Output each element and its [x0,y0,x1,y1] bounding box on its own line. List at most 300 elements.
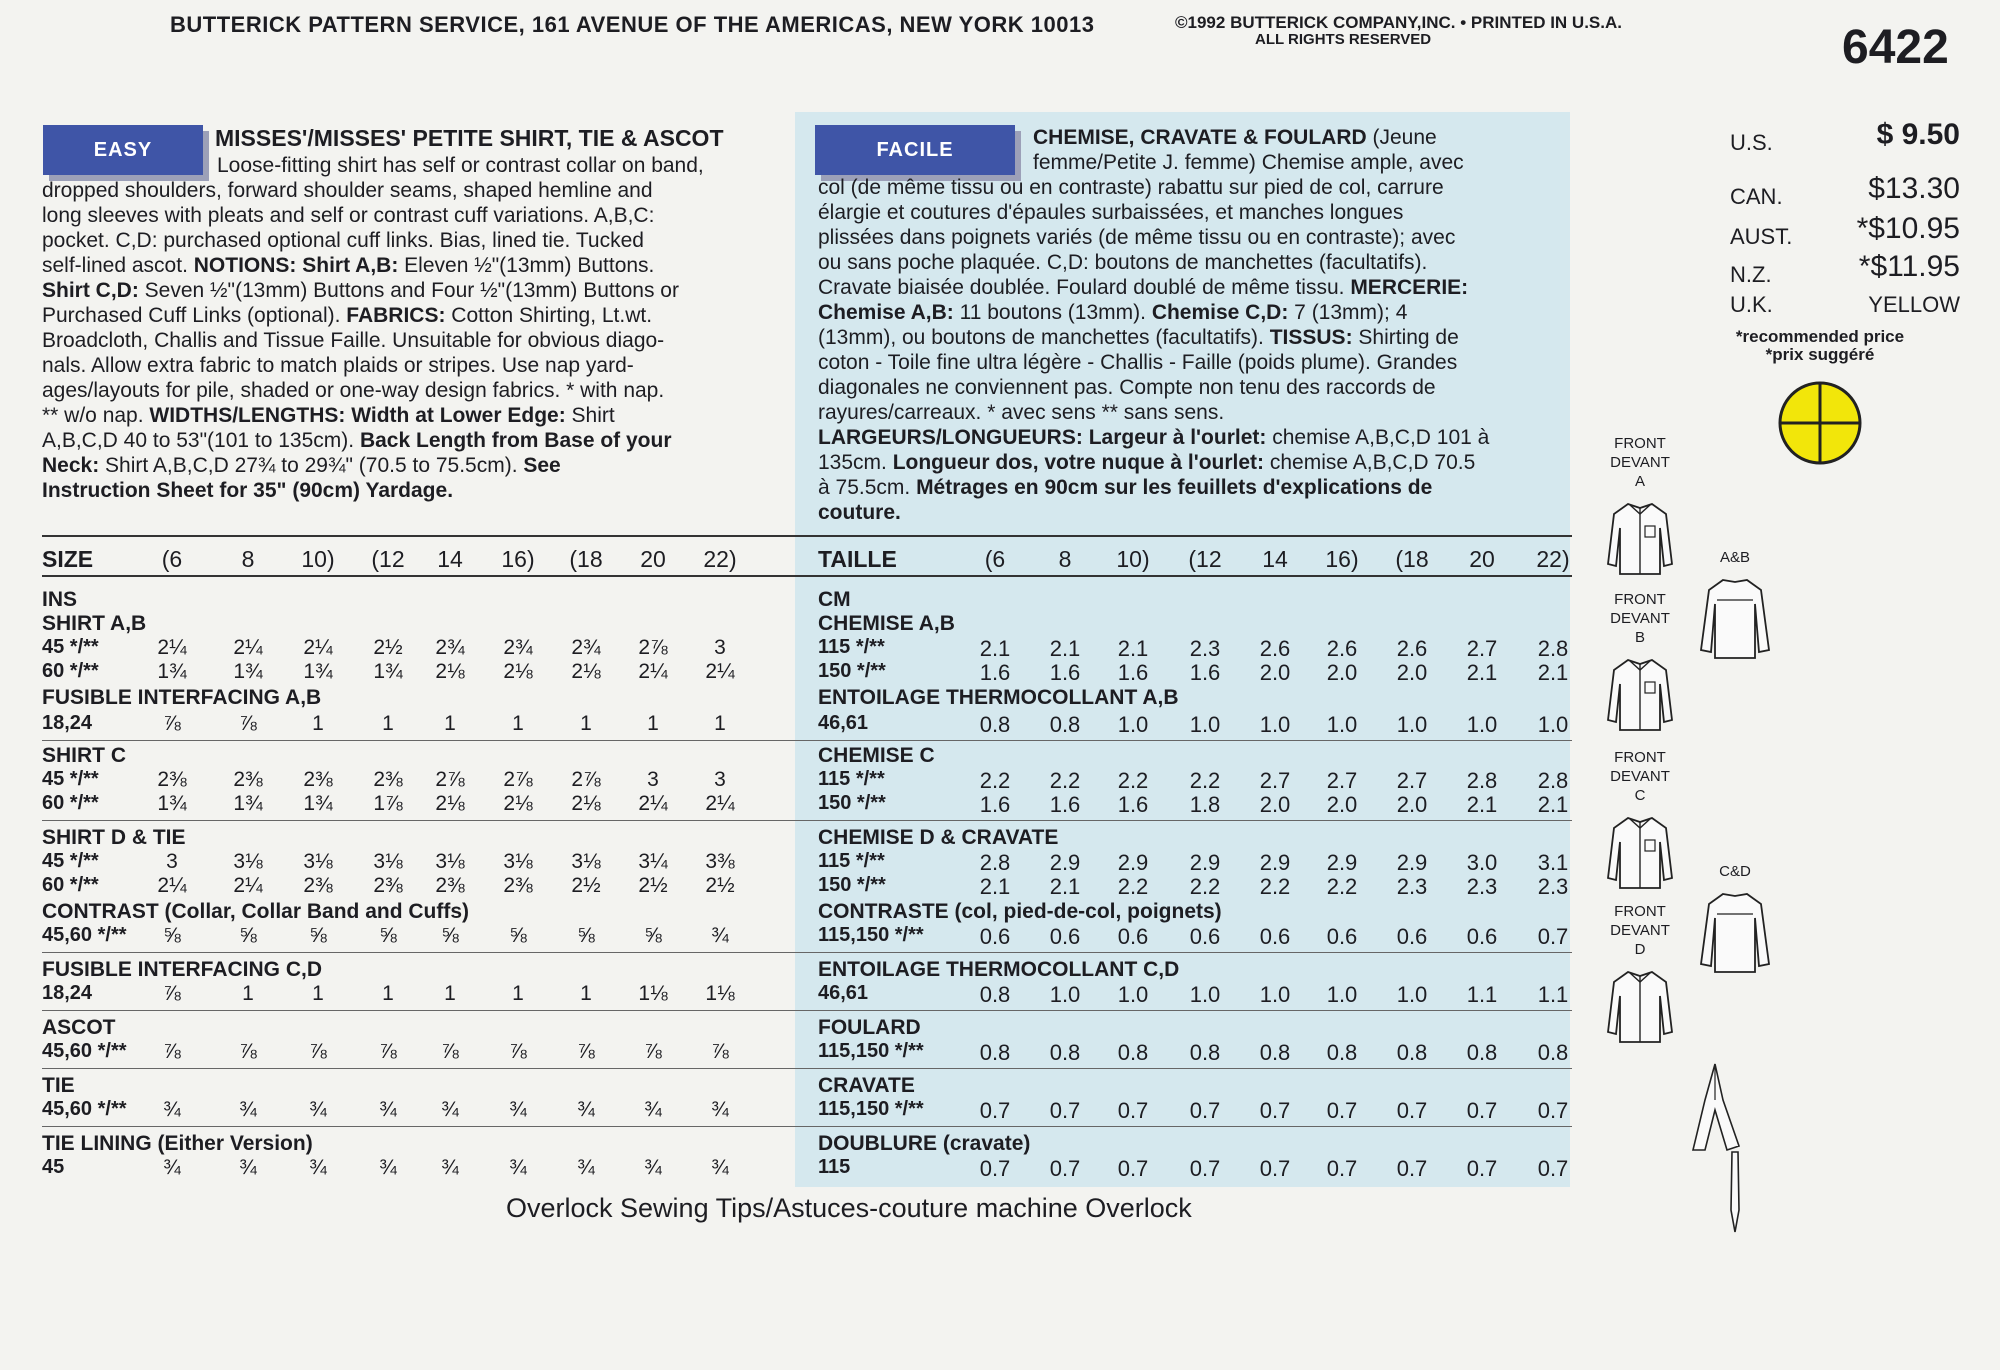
table-cell-ins: 3⅛ [435,850,465,873]
table-cell-cm: 1.0 [1326,712,1358,737]
table-cell-ins: 3 [714,636,726,659]
table-cell-cm: 2.9 [1326,850,1358,875]
table-cell-ins: 3¼ [638,850,668,873]
table-cell-cm: 2.1 [1049,636,1081,661]
table-cell-cm: 0.8 [1117,1040,1149,1065]
row-separator [42,1126,1572,1127]
table-cell-cm: 0.7 [1396,1156,1428,1181]
table-cell-ins: ¾ [163,1098,181,1121]
table-cell-ins: 2¾ [435,636,465,659]
table-cell-ins: ⅞ [577,1040,595,1063]
table-cell-cm: 0.6 [1466,924,1498,949]
table-cell-ins: 2⅜ [373,874,403,897]
table-cell-cm: 1.0 [1326,982,1358,1007]
taille-header: (12 [1188,546,1222,572]
table-cell-cm: 1.0 [1049,982,1081,1007]
view-label-line: B [1634,629,1645,646]
table-cell-ins: 2⅜ [435,874,465,897]
table-cell-ins: ¾ [577,1098,595,1121]
table-cell-cm: 2.3 [1466,874,1498,899]
row-section-label-fr: CRAVATE [818,1074,915,1097]
table-cell-ins: 2⅞ [503,768,533,791]
overlock-tip: Overlock Sewing Tips/Astuces-couture machine Overlock [506,1193,1192,1223]
table-cell-cm: 2.0 [1396,660,1428,685]
price-note-fr: *prix suggéré [1765,345,1875,364]
table-cell-ins: ⅝ [441,924,459,947]
english-line: Instruction Sheet for 35" (90cm) Yardage. [42,479,454,502]
row-separator [42,1068,1572,1069]
table-cell-ins: 2¼ [638,792,668,815]
table-cell-ins: 2½ [705,874,735,897]
table-cell-ins: ⅝ [379,924,397,947]
table-cell-cm: 0.8 [1326,1040,1358,1065]
table-cell-ins: 1⅞ [373,792,403,815]
table-cell-ins: ¾ [309,1156,327,1179]
english-line: Purchased Cuff Links (optional). FABRICS: Cotton Shirting, Lt.wt. [42,304,653,327]
table-cell-ins: ⅞ [309,1040,327,1063]
row-width-label-fr: 46,61 [818,712,869,734]
table-cell-ins: 1 [647,712,659,735]
row-section-label: CONTRAST (Collar, Collar Band and Cuffs) [42,900,470,923]
english-line: Loose-fitting shirt has self or contrast collar on band, [217,154,704,177]
table-cell-cm: 0.8 [1396,1040,1428,1065]
table-cell-ins: 3⅜ [705,850,735,873]
english-line: Broadcloth, Challis and Tissue Faille. Unsuitable for obvious diago- [42,329,665,352]
table-cell-ins: 2⅛ [571,792,601,815]
front-view-shirt-icon [1600,498,1680,578]
table-cell-ins: 1 [580,712,592,735]
table-cell-cm: 0.8 [1049,1040,1081,1065]
size-header: 14 [437,546,463,572]
table-cell-ins: 3 [166,850,178,873]
row-width-label-fr: 115,150 */** [818,1040,924,1062]
table-cell-cm: 2.2 [1189,768,1221,793]
price-value: *$11.95 [1858,250,1960,283]
table-top-rule [42,535,1572,537]
table-cell-cm: 1.0 [1396,982,1428,1007]
table-cell-ins: 2¾ [503,636,533,659]
table-cell-ins: ¾ [711,1098,729,1121]
table-cell-cm: 2.1 [1466,660,1498,685]
table-cell-ins: 1 [580,982,592,1005]
table-cell-cm: 1.0 [1537,712,1569,737]
table-cell-ins: 3⅛ [373,850,403,873]
table-cell-ins: ¾ [509,1098,527,1121]
table-cell-cm: 2.1 [1049,874,1081,899]
table-cell-ins: 2⅜ [157,768,187,791]
table-cell-cm: 0.6 [1326,924,1358,949]
table-cell-ins: 2⅛ [435,660,465,683]
table-cell-ins: 1¾ [157,792,187,815]
table-cell-cm: 0.7 [1326,1098,1358,1123]
row-section-label-fr: CHEMISE C [818,744,935,767]
taille-header: (18 [1395,546,1429,572]
table-cell-cm: 1.6 [1117,660,1149,685]
table-cell-ins: 1¾ [157,660,187,683]
row-section-label: SHIRT C [42,744,126,767]
french-line: élargie et coutures d'épaules surbaissées, et manches longues [818,201,1404,224]
table-cell-ins: 1¾ [373,660,403,683]
size-header: 16) [501,546,535,572]
french-line: col (de même tissu ou en contraste) rabattu sur pied de col, carrure [818,176,1444,199]
table-cell-cm: 0.8 [1537,1040,1569,1065]
taille-header: 22) [1536,546,1570,572]
table-cell-ins: 2¼ [157,636,187,659]
table-cell-cm: 0.6 [1117,924,1149,949]
row-width-label: 45 [42,1156,65,1178]
table-cell-cm: 1.1 [1537,982,1569,1007]
table-cell-ins: ⅞ [163,1040,181,1063]
view-label-line: FRONT [1614,903,1666,920]
table-cell-cm: 0.7 [1189,1098,1221,1123]
table-cell-cm: 0.6 [1049,924,1081,949]
table-cell-cm: 2.2 [979,768,1011,793]
table-cell-ins: 1⅛ [638,982,668,1005]
table-cell-ins: 2¼ [638,660,668,683]
english-line: ages/layouts for pile, shaded or one-way design fabrics. * with nap. [42,379,665,402]
english-line: dropped shoulders, forward shoulder seams, shaped hemline and [42,179,653,202]
row-separator [42,820,1572,821]
table-cell-ins: ¾ [711,924,729,947]
table-cell-cm: 3.1 [1537,850,1569,875]
price-note-en: *recommended price [1735,327,1905,346]
table-cell-cm: 1.0 [1189,712,1221,737]
table-cell-cm: 1.0 [1396,712,1428,737]
row-section-label-fr: DOUBLURE (cravate) [818,1132,1031,1155]
table-cell-cm: 0.7 [979,1156,1011,1181]
table-cell-ins: ¾ [644,1098,662,1121]
size-header: 20 [640,546,666,572]
price-notes [1720,328,1920,364]
view-label [1605,748,1675,805]
row-width-label: 60 */** [42,792,99,814]
table-cell-cm: 0.8 [979,982,1011,1007]
yellow-uk-dot-icon [1775,378,1865,468]
table-cell-cm: 2.2 [1326,874,1358,899]
row-width-label: 18,24 [42,712,93,734]
table-cell-ins: 2⅜ [503,874,533,897]
table-cell-cm: 1.1 [1466,982,1498,1007]
table-cell-cm: 1.0 [1117,982,1149,1007]
row-section-label-fr: CHEMISE A,B [818,612,955,635]
french-line: à 75.5cm. Métrages en 90cm sur les feuillets d'explications de [818,476,1433,499]
table-cell-cm: 2.1 [1117,636,1149,661]
french-line: Chemise A,B: 11 boutons (13mm). Chemise C,D: 7 (13mm); 4 [818,301,1408,324]
table-cell-cm: 2.7 [1326,768,1358,793]
table-cell-ins: 1 [382,982,394,1005]
row-width-label-fr: 46,61 [818,982,869,1004]
view-label-line: FRONT [1614,591,1666,608]
table-cell-cm: 1.6 [1117,792,1149,817]
row-width-label-fr: 150 */** [818,874,886,896]
table-cell-ins: 3⅛ [571,850,601,873]
table-cell-cm: 2.0 [1259,660,1291,685]
french-line: CHEMISE, CRAVATE & FOULARD (Jeune [1033,126,1437,149]
table-cell-ins: 1 [312,712,324,735]
row-width-label: 45 */** [42,636,99,658]
view-label [1605,902,1675,959]
table-cell-cm: 2.0 [1326,660,1358,685]
table-cell-ins: 2⅛ [503,660,533,683]
table-cell-cm: 0.8 [979,712,1011,737]
french-line: (13mm), ou boutons de manchettes (facultatifs). TISSUS: Shirting de [818,326,1459,349]
view-label-line: A [1634,473,1645,490]
view-label-line: D [1634,941,1646,958]
table-cell-cm: 0.7 [1189,1156,1221,1181]
table-cell-cm: 2.1 [1466,792,1498,817]
table-cell-cm: 1.6 [1049,792,1081,817]
table-cell-ins: 2⅛ [571,660,601,683]
table-header-rule [42,575,1572,577]
row-section-label: FUSIBLE INTERFACING C,D [42,958,323,981]
size-header: 22) [703,546,737,572]
table-cell-cm: 2.1 [1537,660,1569,685]
ascot-icon [1675,1060,1755,1155]
row-width-label-fr: 115 */** [818,636,885,658]
table-cell-cm: 1.6 [979,660,1011,685]
table-cell-cm: 2.3 [1537,874,1569,899]
table-cell-cm: 2.1 [1537,792,1569,817]
row-width-label: 60 */** [42,660,99,682]
table-cell-ins: ⅞ [711,1040,729,1063]
table-cell-cm: 2.3 [1396,874,1428,899]
table-cell-cm: 2.7 [1259,768,1291,793]
english-line: long sleeves with pleats and self or contrast cuff variations. A,B,C: [42,204,655,227]
table-cell-ins: ⅞ [509,1040,527,1063]
taille-header: 20 [1469,546,1495,572]
row-section-label: SHIRT D & TIE [42,826,186,849]
table-cell-ins: 1¾ [303,660,333,683]
table-cell-ins: 2¼ [233,874,263,897]
table-cell-ins: 2⅜ [373,768,403,791]
table-cell-ins: 3⅛ [303,850,333,873]
table-cell-cm: 2.2 [1049,768,1081,793]
table-cell-ins: ⅝ [239,924,257,947]
publisher-address: BUTTERICK PATTERN SERVICE, 161 AVENUE OF THE AMERICAS, NEW YORK 10013 [170,12,1095,37]
table-cell-ins: 1¾ [233,792,263,815]
table-cell-ins: 3⅛ [503,850,533,873]
table-cell-cm: 2.2 [1117,874,1149,899]
view-label-line: DEVANT [1610,610,1670,627]
price-value: $ 9.50 [1876,118,1960,151]
table-cell-cm: 3.0 [1466,850,1498,875]
french-line: 135cm. Longueur dos, votre nuque à l'ourlet: chemise A,B,C,D 70.5 [818,451,1476,474]
table-cell-cm: 0.7 [1259,1156,1291,1181]
row-width-label-fr: 115,150 */** [818,1098,924,1120]
back-view-label: A&B [1719,549,1750,566]
table-cell-cm: 2.6 [1396,636,1428,661]
table-cell-cm: 2.7 [1396,768,1428,793]
table-cell-cm: 2.8 [1537,768,1569,793]
table-cell-ins: ⅞ [239,1040,257,1063]
table-cell-cm: 0.6 [979,924,1011,949]
size-header: (6 [161,546,183,572]
table-cell-ins: ¾ [379,1156,397,1179]
back-view-shirt-icon [1695,574,1775,664]
table-cell-ins: 1 [242,982,254,1005]
table-cell-cm: 2.0 [1259,792,1291,817]
row-width-label-fr: 150 */** [818,792,886,814]
table-cell-cm: 0.6 [1259,924,1291,949]
table-cell-cm: 2.6 [1326,636,1358,661]
table-cell-cm: 2.3 [1189,636,1221,661]
table-cell-ins: ⅝ [309,924,327,947]
table-cell-cm: 0.7 [1117,1098,1149,1123]
table-cell-ins: 1 [444,982,456,1005]
table-cell-ins: 2⅜ [303,874,333,897]
english-line: self-lined ascot. NOTIONS: Shirt A,B: Eleven ½"(13mm) Buttons. [42,254,655,277]
table-cell-ins: 2⅛ [435,792,465,815]
front-view-shirt-icon [1600,966,1680,1046]
table-cell-ins: ¾ [379,1098,397,1121]
table-cell-ins: 2⅜ [303,768,333,791]
easy-badge: EASY [43,125,203,175]
row-section-label: FUSIBLE INTERFACING A,B [42,686,322,709]
copyright-notice [1175,14,1622,48]
table-cell-ins: ¾ [711,1156,729,1179]
table-cell-ins: 2½ [638,874,668,897]
table-cell-cm: 0.7 [1537,1156,1569,1181]
english-line: ** w/o nap. WIDTHS/LENGTHS: Width at Lower Edge: Shirt [42,404,615,427]
size-column-label: SIZE [42,546,94,572]
row-width-label: 45 */** [42,850,99,872]
table-cell-ins: ⅞ [239,712,257,735]
price-region-label: U.K. [1730,292,1773,317]
row-width-label: 45,60 */** [42,1098,127,1120]
french-description [818,125,1568,525]
table-cell-cm: 2.8 [979,850,1011,875]
table-cell-cm: 0.7 [1537,924,1569,949]
table-cell-ins: ¾ [309,1098,327,1121]
table-cell-cm: 2.8 [1466,768,1498,793]
table-cell-ins: ¾ [577,1156,595,1179]
taille-header: 14 [1262,546,1288,572]
table-cell-cm: 1.6 [979,792,1011,817]
tie-icon [1715,1150,1755,1235]
french-line: coton - Toile fine ultra légère - Challis - Faille (poids plume). Grandes [818,351,1458,374]
table-cell-cm: 0.7 [1049,1156,1081,1181]
table-cell-ins: 3⅛ [233,850,263,873]
table-cell-cm: 1.0 [1466,712,1498,737]
table-cell-cm: 2.9 [1117,850,1149,875]
row-section-label: SHIRT A,B [42,612,147,635]
table-cell-cm: 0.7 [1117,1156,1149,1181]
table-cell-cm: 1.6 [1049,660,1081,685]
view-label-line: FRONT [1614,435,1666,452]
row-separator [42,1010,1572,1011]
taille-header: 10) [1116,546,1150,572]
table-cell-cm: 1.6 [1189,660,1221,685]
price-value: $13.30 [1868,172,1960,205]
size-header: 10) [301,546,335,572]
row-width-label-fr: 150 */** [818,660,886,682]
table-cell-cm: 2.1 [979,874,1011,899]
english-line: A,B,C,D 40 to 53"(101 to 135cm). Back Length from Base of your [42,429,672,452]
table-cell-ins: 2¼ [233,636,263,659]
table-cell-ins: 2½ [571,874,601,897]
view-label-line: FRONT [1614,749,1666,766]
price-region-label: N.Z. [1730,262,1772,287]
unit-cm: CM [818,588,851,611]
table-cell-ins: 1⅛ [705,982,735,1005]
table-cell-cm: 0.8 [1049,712,1081,737]
table-cell-cm: 0.7 [1049,1098,1081,1123]
table-cell-ins: ¾ [239,1098,257,1121]
pattern-number: 6422 [1842,21,1949,74]
table-cell-cm: 2.9 [1259,850,1291,875]
row-width-label: 45,60 */** [42,1040,127,1062]
taille-header: 16) [1325,546,1359,572]
table-cell-ins: ⅝ [577,924,595,947]
table-cell-ins: 2¼ [157,874,187,897]
table-cell-cm: 0.7 [1537,1098,1569,1123]
french-line: ou sans poche plaquée. C,D: boutons de manchettes (facultatifs). [818,251,1428,274]
taille-column-label: TAILLE [818,546,897,572]
table-cell-cm: 1.8 [1189,792,1221,817]
table-cell-cm: 0.8 [1259,1040,1291,1065]
view-label [1605,434,1675,491]
back-view-shirt-icon [1695,888,1775,978]
english-title: MISSES'/MISSES' PETITE SHIRT, TIE & ASCOT [215,125,724,151]
table-cell-cm: 1.0 [1189,982,1221,1007]
price-value: *$10.95 [1856,212,1960,245]
price-value: YELLOW [1868,292,1960,317]
table-cell-cm: 0.7 [1396,1098,1428,1123]
table-cell-ins: 1 [312,982,324,1005]
taille-header: (6 [984,546,1006,572]
english-description [42,153,775,503]
table-cell-cm: 2.1 [979,636,1011,661]
french-line: couture. [818,501,901,524]
row-width-label-fr: 115,150 */** [818,924,924,946]
row-section-label-fr: ENTOILAGE THERMOCOLLANT C,D [818,958,1180,981]
copyright-line: ©1992 BUTTERICK COMPANY,INC. • PRINTED IN U.S.A. [1175,13,1622,32]
row-width-label: 18,24 [42,982,93,1004]
table-cell-ins: ⅞ [441,1040,459,1063]
table-cell-ins: 1¾ [303,792,333,815]
table-cell-ins: 2¾ [571,636,601,659]
table-cell-cm: 2.7 [1466,636,1498,661]
table-cell-ins: ⅝ [163,924,181,947]
row-width-label: 45,60 */** [42,924,127,946]
table-cell-cm: 1.0 [1259,712,1291,737]
table-cell-cm: 2.9 [1396,850,1428,875]
unit-ins: INS [42,588,78,611]
table-cell-cm: 2.6 [1259,636,1291,661]
row-width-label-fr: 115 [818,1156,851,1178]
row-section-label: TIE [42,1074,75,1097]
row-section-label: TIE LINING (Either Version) [42,1132,313,1155]
view-label-line: DEVANT [1610,454,1670,471]
row-width-label-fr: 115 */** [818,768,885,790]
table-cell-ins: ¾ [509,1156,527,1179]
table-cell-ins: ⅝ [509,924,527,947]
table-cell-cm: 2.2 [1189,874,1221,899]
table-cell-ins: 2⅛ [503,792,533,815]
table-cell-ins: 1¾ [233,660,263,683]
row-section-label-fr: FOULARD [818,1016,921,1039]
row-width-label-fr: 115 */** [818,850,885,872]
table-cell-cm: 2.8 [1537,636,1569,661]
row-section-label-fr: CHEMISE D & CRAVATE [818,826,1059,849]
view-label-line: C [1634,787,1646,804]
table-cell-cm: 0.6 [1189,924,1221,949]
front-view-shirt-icon [1600,654,1680,734]
table-cell-cm: 0.8 [1466,1040,1498,1065]
table-cell-cm: 1.0 [1259,982,1291,1007]
row-width-label: 45 */** [42,768,99,790]
table-cell-cm: 2.0 [1396,792,1428,817]
